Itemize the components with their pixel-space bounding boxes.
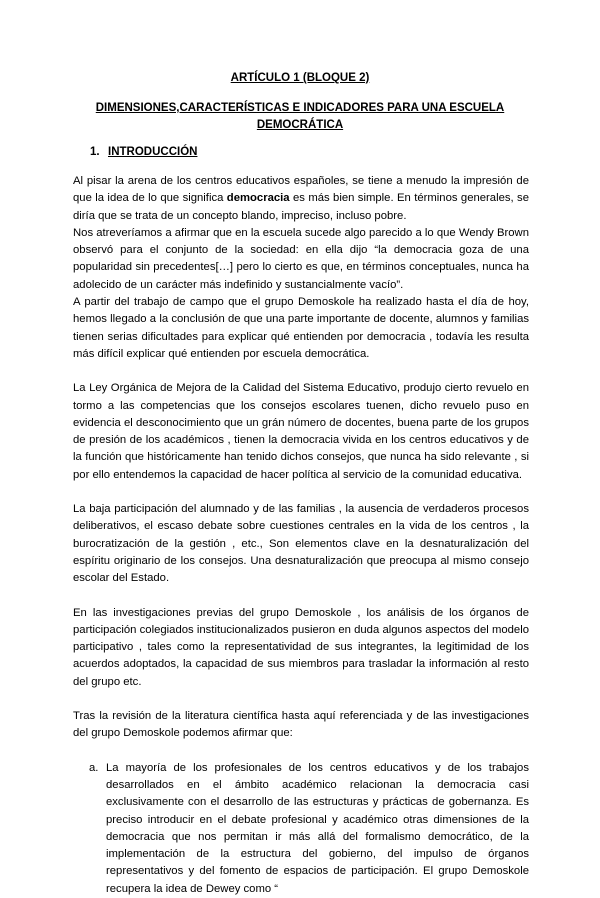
subtitle-line-1: DIMENSIONES,CARACTERÍSTICAS E INDICADORES PARA UNA ESCUELA xyxy=(95,102,505,114)
subtitle-line-2: DEMOCRÁTICA xyxy=(256,119,344,131)
paragraph-2: Nos atreveríamos a afirmar que en la escuela sucede algo parecido a lo que Wendy Brown observó para el conjunto de la sociedad: en ella dijo “la democracia goza de una popularidad sin precedentes[…] pero lo cierto es que, en términos conceptuales, nunca ha adolecido de un carácter más indefinido y sustancialmente vacío”. xyxy=(73,226,529,291)
section-number: 1. xyxy=(90,146,100,158)
paragraph-6: En las investigaciones previas del grupo Demoskole , los análisis de los órganos de participación colegiados institucionalizados pusieron en duda algunos aspectos del modelo participativo , tales como la representatividad de sus integrantes, la legitimidad de los acuerdos adoptados, la capacidad de sus miembros para trasladar la información al resto del grupo etc. xyxy=(73,606,529,688)
paragraph-4: La Ley Orgánica de Mejora de la Calidad del Sistema Educativo, produjo cierto revuelo en tormo a las competencias que los consejos escolares tuenen, dicho revuelo puso en evidencia el desconocimiento que un grán número de docentes, buena parte de los grupos de presión de los académicos , tienen la democracia vivida en los centros educativos y de la función que históricamente han tenido dichos consejos, que nunca ha sido relevante , si por ello entendemos la capacidad de hacer política al servicio de la comunidad educativa. xyxy=(73,382,529,481)
list-item xyxy=(73,760,529,898)
paragraph-3: A partir del trabajo de campo que el grupo Demoskole ha realizado hasta el día de hoy, hemos llegado a la conclusión de que una parte importante de docente, alumnos y familias tienen serias dificultades para explicar qué entienden por democracia , todavía les resulta más difícil explicar qué entienden por escuela democrática. xyxy=(73,296,529,360)
paragraph-7: Tras la revisión de la literatura científica hasta aquí referenciada y de las investigaciones del grupo Demoskole podemos afirmar que: xyxy=(73,710,529,740)
paragraph-1-end: es más bien simple. En términos generales, se diría que se trata de un concepto blando, impreciso, incluso pobre. xyxy=(73,192,529,222)
paragraph-1 xyxy=(73,173,529,225)
paragraph-5: La baja participación del alumnado y de las familias , la ausencia de verdaderos procesos deliberativos, el escaso debate sobre cuestiones centrales en la vida de los centros , la burocratización de la gestión , etc., Son elementos clave en la desnaturalización del espíritu originario de los consejos. Una desnaturalización que preocupa al mismo consejo escolar del Estado. xyxy=(73,503,529,585)
list-marker: a. xyxy=(89,761,99,774)
list-item-text: La mayoría de los profesionales de los centros educativos y de los trabajos desarrollados en el ámbito académico relacionan la democracia casi exclusivamente con el desarrollo de las estructuras y prácticas de gobernanza. Es preciso introducir en el debate profesional y académico otras dimensiones de la democracia que nos permitan ir más allá del formalismo democrático, de la implementación de la estructura del gobierno, del impulso de órganos representativos y del fomento de espacios de participación. El grupo Demoskole recupera la idea de Dewey como “ xyxy=(106,761,529,895)
paragraph-1-start: Al pisar la arena de los centros educativos españoles, se tiene a menudo la impresión de que la idea de lo que significa xyxy=(73,175,529,205)
document-body xyxy=(73,173,529,898)
democracia-bold: democracia xyxy=(226,192,290,205)
section-title: INTRODUCCIÓN xyxy=(108,146,198,158)
article-subtitle xyxy=(0,100,600,134)
section-heading xyxy=(90,146,197,158)
article-title: ARTÍCULO 1 (BLOQUE 2) xyxy=(230,72,370,84)
